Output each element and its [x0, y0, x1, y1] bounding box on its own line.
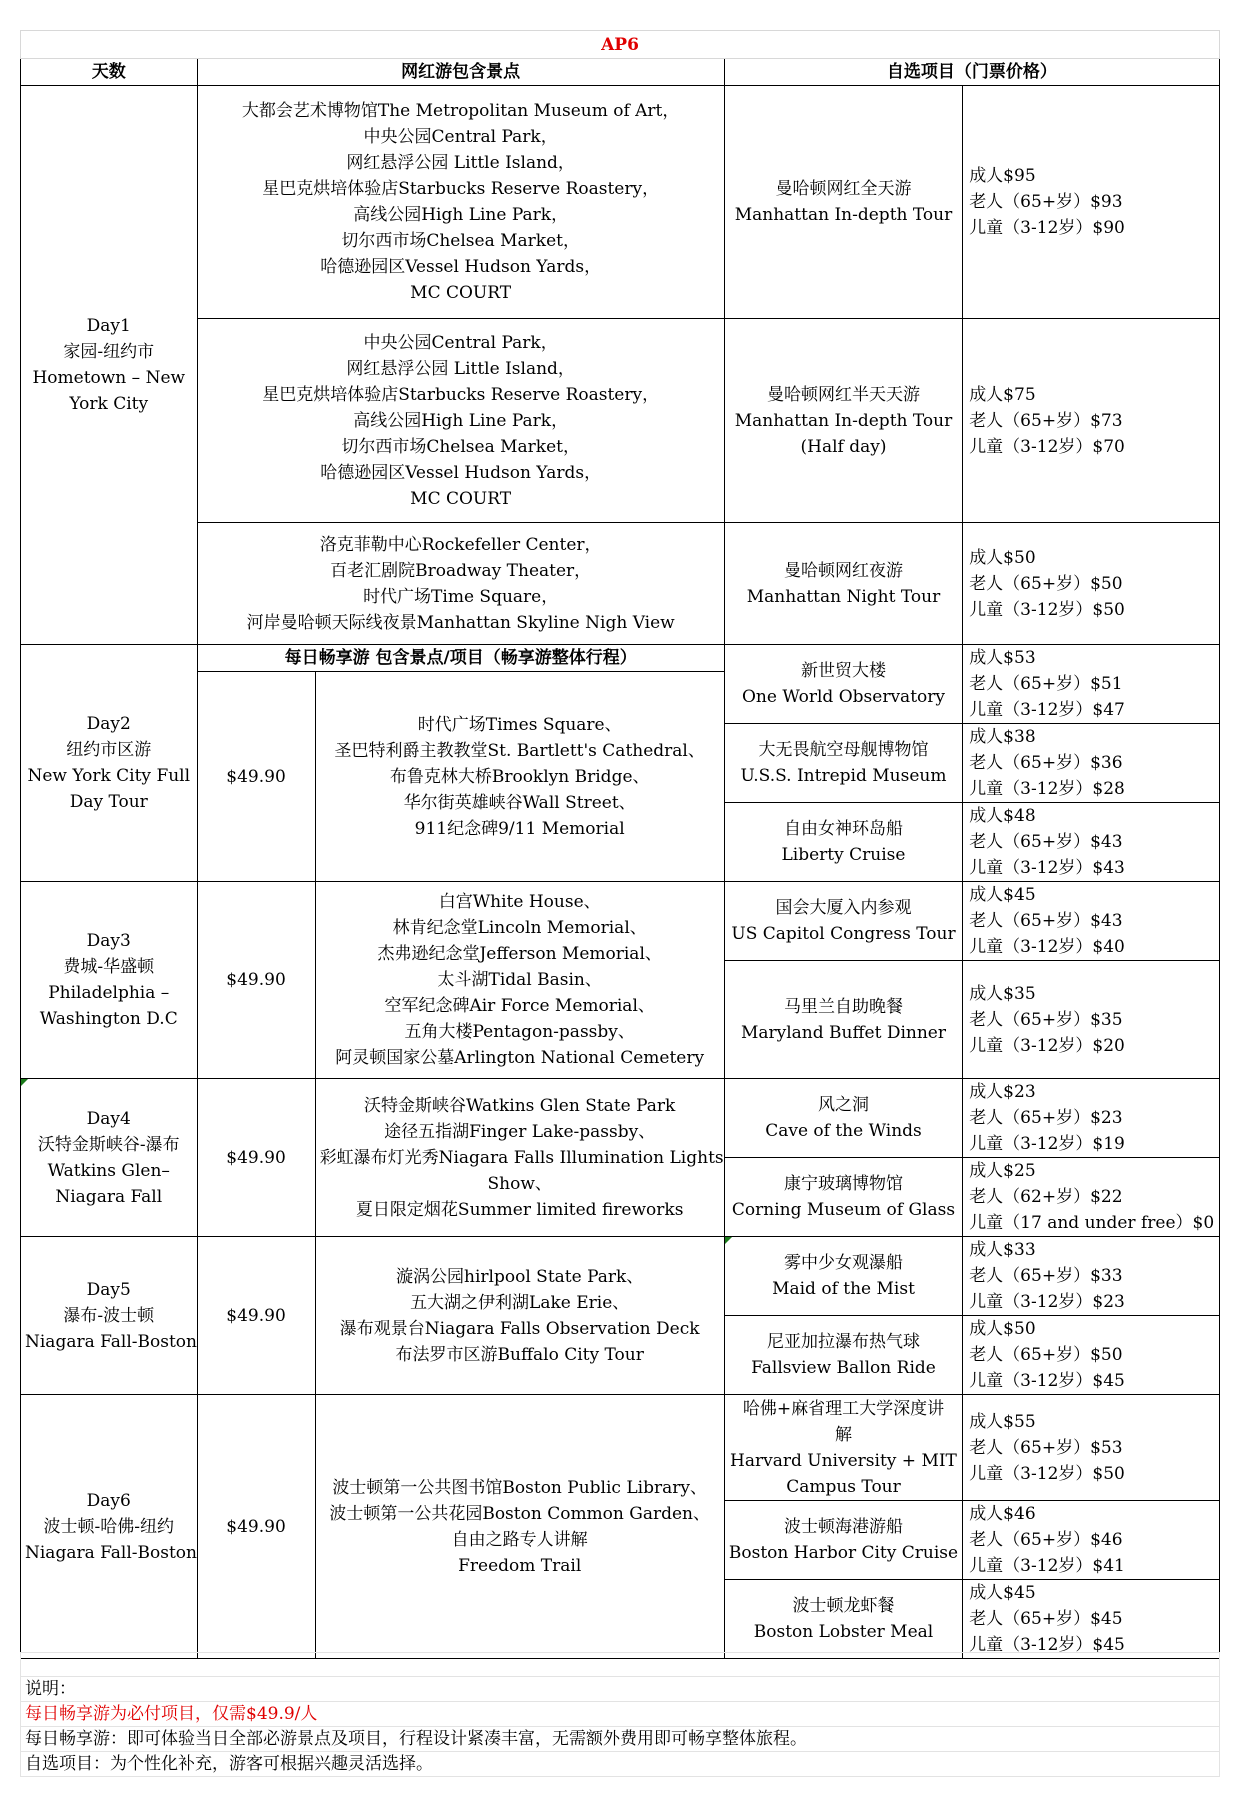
option-prices: 成人$46 老人（65+岁）$46 儿童（3-12岁）$41 [963, 1501, 1220, 1580]
option-name: 哈佛+麻省理工大学深度讲 解 Harvard University + MIT Campus Tour [724, 1395, 962, 1501]
day6-row-1 [21, 1395, 1220, 1501]
option-prices: 成人$75 老人（65+岁）$73 儿童（3-12岁）$70 [963, 319, 1220, 523]
itinerary-table [20, 30, 1220, 1659]
page-title: AP6 [21, 31, 1220, 59]
daily-price: $49.90 [197, 882, 315, 1079]
notes-daily: 每日畅享游：即可体验当日全部必游景点及项目，行程设计紧凑丰富，无需额外费用即可畅享整体旅程。 [20, 1727, 1220, 1752]
option-name: 波士顿龙虾餐 Boston Lobster Meal [724, 1580, 962, 1659]
option-name: 尼亚加拉瀑布热气球 Fallsview Ballon Ride [724, 1316, 962, 1395]
day-label: Day5 瀑布-波士顿 Niagara Fall-Boston [21, 1237, 198, 1395]
header-optional: 自选项目（门票价格） [724, 59, 1219, 86]
day-label: Day1 家园-纽约市 Hometown – New York City [21, 86, 198, 645]
title-row [21, 31, 1220, 59]
header-days: 天数 [21, 59, 198, 86]
comment-marker-icon [21, 1079, 28, 1086]
option-prices: 成人$38 老人（65+岁）$36 儿童（3-12岁）$28 [963, 724, 1220, 803]
day4-row-1 [21, 1079, 1220, 1158]
comment-marker-icon [725, 1237, 732, 1244]
notes-optional: 自选项目：为个性化补充，游客可根据兴趣灵活选择。 [20, 1752, 1220, 1777]
spacer-row [20, 1652, 1220, 1677]
daily-price: $49.90 [197, 672, 315, 882]
attractions-cell: 白宫White House、 林肯纪念堂Lincoln Memorial、 杰弗逊纪念堂Jefferson Memorial、 太斗湖Tidal Basin、 空军纪念碑Air Force Memorial、 五角大楼Pentagon-passby、 阿灵顿国家公墓Arlington National Cemetery [315, 882, 724, 1079]
daily-price: $49.90 [197, 1395, 315, 1659]
option-name: 马里兰自助晚餐 Maryland Buffet Dinner [724, 961, 962, 1079]
day1-row-2 [21, 319, 1220, 523]
option-prices: 成人$33 老人（65+岁）$33 儿童（3-12岁）$23 [963, 1237, 1220, 1316]
notes-required: 每日畅享游为必付项目，仅需$49.9/人 [20, 1702, 1220, 1727]
daily-tour-header: 每日畅享游 包含景点/项目（畅享游整体行程） [197, 645, 724, 672]
day-label: Day2 纽约市区游 New York City Full Day Tour [21, 645, 198, 882]
daily-price: $49.90 [197, 1079, 315, 1237]
day-label: Day3 费城-华盛顿 Philadelphia – Washington D.C [21, 882, 198, 1079]
option-prices: 成人$53 老人（65+岁）$51 儿童（3-12岁）$47 [963, 645, 1220, 724]
option-name: 国会大厦入内参观 US Capitol Congress Tour [724, 882, 962, 961]
attractions-cell: 时代广场Times Square、 圣巴特利爵主教教堂St. Bartlett's Cathedral、 布鲁克林大桥Brooklyn Bridge、 华尔街英雄峡谷Wall Street、 911纪念碑9/11 Memorial [315, 672, 724, 882]
option-prices: 成人$50 老人（65+岁）$50 儿童（3-12岁）$50 [963, 523, 1220, 645]
attractions-cell: 沃特金斯峡谷Watkins Glen State Park 途径五指湖Finger Lake-passby、 彩虹瀑布灯光秀Niagara Falls Illumination Lights Show、 夏日限定烟花Summer limited fireworks [315, 1079, 724, 1237]
option-prices: 成人$45 老人（65+岁）$45 儿童（3-12岁）$45 [963, 1580, 1220, 1659]
day1-row-1 [21, 86, 1220, 319]
day2-row-1 [21, 645, 1220, 672]
option-name: 自由女神环岛船 Liberty Cruise [724, 803, 962, 882]
option-prices: 成人$50 老人（65+岁）$50 儿童（3-12岁）$45 [963, 1316, 1220, 1395]
option-name: 新世贸大楼 One World Observatory [724, 645, 962, 724]
option-name: 曼哈顿网红半天天游 Manhattan In-depth Tour (Half day) [724, 319, 962, 523]
day-label: Day6 波士顿-哈佛-纽约 Niagara Fall-Boston [21, 1395, 198, 1659]
option-name: 曼哈顿网红夜游 Manhattan Night Tour [724, 523, 962, 645]
day3-row-1 [21, 882, 1220, 961]
notes-section [20, 1652, 1220, 1777]
attractions-cell: 漩涡公园hirlpool State Park、 五大湖之伊利湖Lake Erie、 瀑布观景台Niagara Falls Observation Deck 布法罗市区游Buffalo City Tour [315, 1237, 724, 1395]
option-name: 曼哈顿网红全天游 Manhattan In-depth Tour [724, 86, 962, 319]
day-label: Day4 沃特金斯峡谷-瀑布 Watkins Glen– Niagara Fall [21, 1079, 198, 1237]
option-prices: 成人$35 老人（65+岁）$35 儿童（3-12岁）$20 [963, 961, 1220, 1079]
attractions-cell: 波士顿第一公共图书馆Boston Public Library、 波士顿第一公共花园Boston Common Garden、 自由之路专人讲解 Freedom Trail [315, 1395, 724, 1659]
option-name: 波士顿海港游船 Boston Harbor City Cruise [724, 1501, 962, 1580]
option-prices: 成人$55 老人（65+岁）$53 儿童（3-12岁）$50 [963, 1395, 1220, 1501]
day1-row-3 [21, 523, 1220, 645]
notes-title: 说明： [20, 1677, 1220, 1702]
header-attractions: 网红游包含景点 [197, 59, 724, 86]
option-prices: 成人$95 老人（65+岁）$93 儿童（3-12岁）$90 [963, 86, 1220, 319]
option-prices: 成人$23 老人（65+岁）$23 儿童（3-12岁）$19 [963, 1079, 1220, 1158]
option-prices: 成人$45 老人（65+岁）$43 儿童（3-12岁）$40 [963, 882, 1220, 961]
option-name: 风之洞 Cave of the Winds [724, 1079, 962, 1158]
option-name: 雾中少女观瀑船 Maid of the Mist [724, 1237, 962, 1316]
header-row [21, 59, 1220, 86]
option-prices: 成人$25 老人（62+岁）$22 儿童（17 and under free）$0 [963, 1158, 1220, 1237]
option-prices: 成人$48 老人（65+岁）$43 儿童（3-12岁）$43 [963, 803, 1220, 882]
option-name: 大无畏航空母舰博物馆 U.S.S. Intrepid Museum [724, 724, 962, 803]
option-name: 康宁玻璃博物馆 Corning Museum of Glass [724, 1158, 962, 1237]
day5-row-1 [21, 1237, 1220, 1316]
attractions-cell: 大都会艺术博物馆The Metropolitan Museum of Art， 中央公园Central Park， 网红悬浮公园 Little Island， 星巴克烘培体验店Starbucks Reserve Roastery， 高线公园High Line Park， 切尔西市场Chelsea Market， 哈德逊园区Vessel Hudson Yards， MC COURT [197, 86, 724, 319]
itinerary-sheet [20, 30, 1220, 1659]
attractions-cell: 中央公园Central Park， 网红悬浮公园 Little Island， 星巴克烘培体验店Starbucks Reserve Roastery， 高线公园High Line Park， 切尔西市场Chelsea Market， 哈德逊园区Vessel Hudson Yards， MC COURT [197, 319, 724, 523]
daily-price: $49.90 [197, 1237, 315, 1395]
attractions-cell: 洛克菲勒中心Rockefeller Center， 百老汇剧院Broadway Theater， 时代广场Time Square， 河岸曼哈顿天际线夜景Manhattan Skyline Nigh View [197, 523, 724, 645]
